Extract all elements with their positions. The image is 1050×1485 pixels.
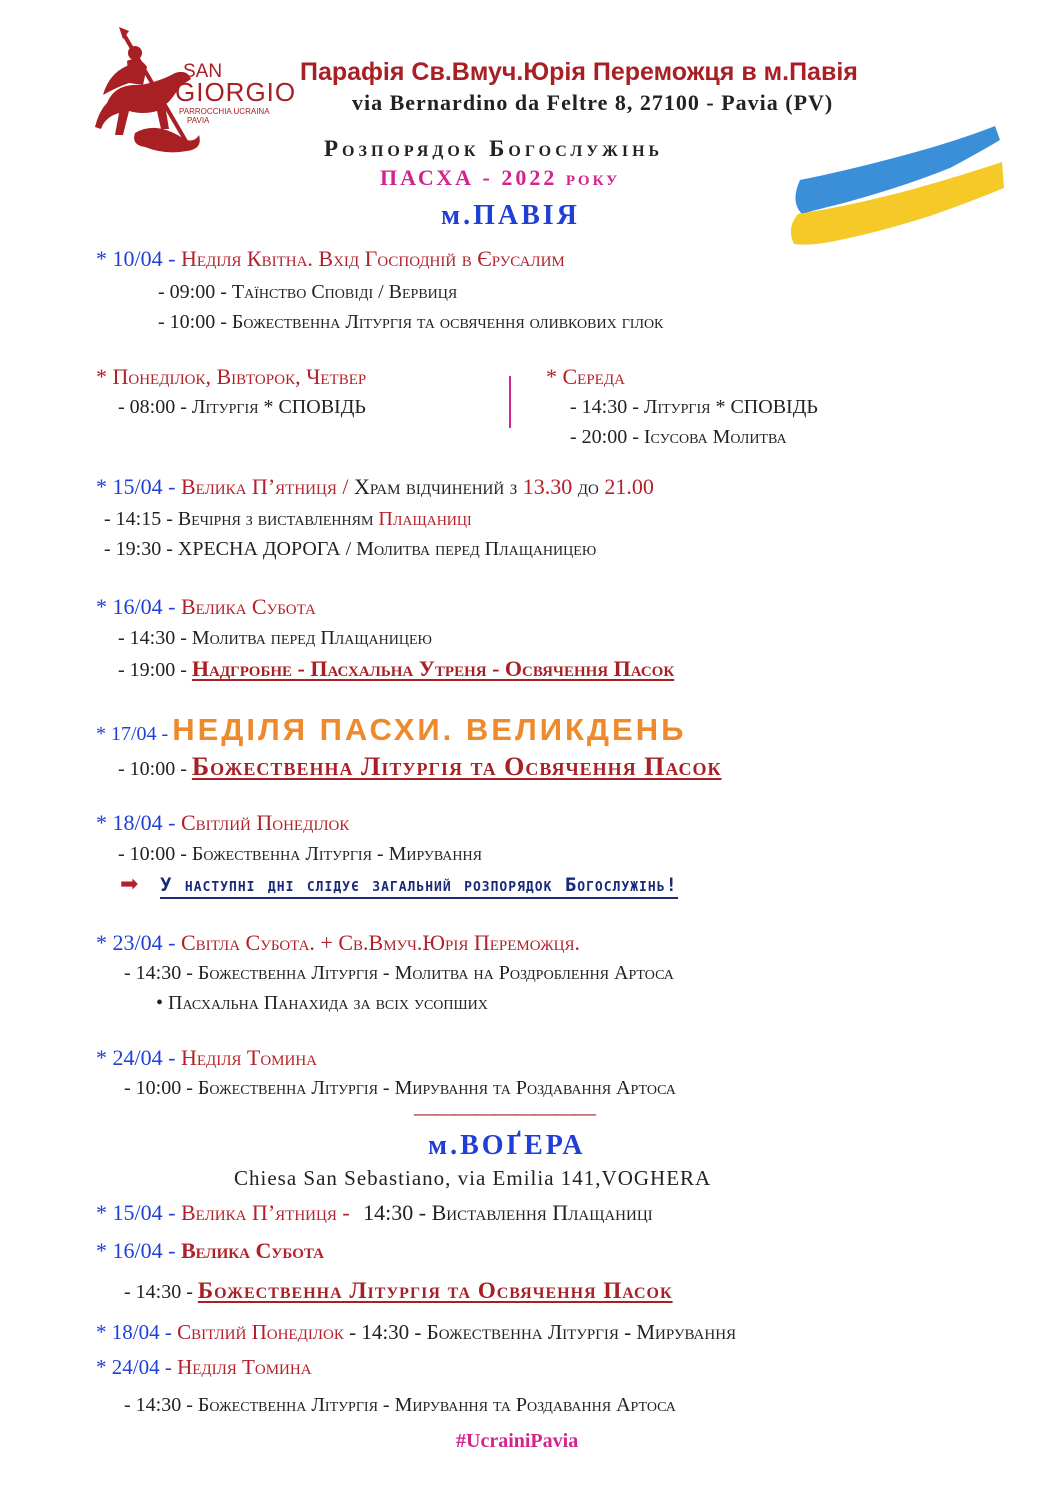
list-item: - 14:30 - Молитва перед Плащаницею — [118, 627, 432, 649]
voghera-address: Chiesa San Sebastiano, via Emilia 141,VOGHERA — [234, 1166, 712, 1190]
list-item: - 08:00 - Літургія * СПОВІДЬ — [118, 396, 366, 418]
list-item: • Пасхальна Панахида за всіх усопших — [156, 992, 488, 1014]
list-item: - 10:00 - Божественна Літургія та освячення оливкових гілок — [158, 311, 664, 333]
easter-title: ПАСХА - 2022 року — [380, 165, 621, 190]
weekdays-title: * Понеділок, Вівторок, Четвер — [96, 364, 367, 389]
voghera-thomas-sunday: * 24/04 - Неділя Томина — [96, 1355, 312, 1379]
section-easter-sunday: * 17/04 - НЕДІЛЯ ПАСХИ. ВЕЛИКДЕНЬ — [96, 712, 687, 747]
section-bright-monday: * 18/04 - Світлий Понеділок — [96, 810, 350, 835]
section-holy-saturday: * 16/04 - Велика Субота — [96, 594, 316, 619]
logo-word-giorgio: GIORGIO — [175, 77, 297, 107]
list-item: - 14:30 - Божественна Літургія та Освячення Пасок — [124, 1278, 673, 1303]
list-item: - 14:30 - Божественна Літургія - Молитва на Роздроблення Артоса — [124, 962, 674, 984]
voghera-holy-saturday: * 16/04 - Велика Субота — [96, 1238, 324, 1263]
section-divider: ————————— — [414, 1100, 594, 1125]
logo-word-san: SAN — [183, 61, 223, 82]
general-schedule-notice: У наступні дні слідує загальний розпорядок Богослужінь! — [160, 874, 678, 899]
date-label: * 10/04 - — [96, 246, 176, 271]
column-divider — [509, 376, 511, 428]
ukraine-flag-icon — [780, 118, 1010, 258]
parish-title: Парафія Св.Вмуч.Юрія Переможця в м.Павія — [300, 58, 858, 86]
list-item: - 10:00 - Божественна Літургія - Мирування та Роздавання Артоса — [124, 1077, 676, 1099]
list-item: - 10:00 - Божественна Літургія - Мирування — [118, 843, 482, 865]
section-bright-saturday: * 23/04 - Світла Субота. + Св.Вмуч.Юрія Переможця. — [96, 930, 580, 955]
arrow-icon: ➡ — [120, 872, 139, 897]
list-item: - 20:00 - Ісусова Молитва — [570, 426, 787, 448]
wednesday-title: * Середа — [546, 364, 625, 389]
city-pavia-heading: м.ПАВІЯ — [441, 200, 580, 231]
list-item: - 19:00 - Надгробне - Пасхальна Утреня - Освячення Пасок — [118, 656, 675, 681]
section-palm-sunday — [96, 246, 565, 272]
list-item: - 19:30 - ХРЕСНА ДОРОГА / Молитва перед Плащаницею — [104, 538, 597, 560]
section-thomas-sunday: * 24/04 - Неділя Томина — [96, 1045, 318, 1070]
city-voghera-heading: м.ВОҐЕРА — [428, 1130, 586, 1161]
logo-subtitle: PARROCCHIA UCRAINA — [179, 107, 270, 116]
list-item: - 10:00 - Божественна Літургія та Освячення Пасок — [118, 752, 722, 781]
voghera-good-friday: * 15/04 - Велика П’ятниця - 14:30 - Виставлення Плащаниці — [96, 1200, 653, 1225]
list-item: - 14:15 - Вечірня з виставленням Плащаниці — [104, 508, 472, 530]
list-item: - 09:00 - Таїнство Сповіді / Вервиця — [158, 281, 458, 303]
list-item: - 14:30 - Божественна Літургія - Мирування та Роздавання Артоса — [124, 1394, 676, 1416]
parish-address: via Bernardino da Feltre 8, 27100 - Pavia (PV) — [352, 90, 834, 115]
logo-subtitle-city: PAVIA — [187, 116, 210, 125]
hashtag: #UcrainiPavia — [456, 1430, 579, 1452]
logo — [95, 25, 297, 155]
schedule-title: Розпорядок Богослужінь — [324, 136, 664, 161]
event-title: Неділя Квітна. Вхід Господній в Єрусалим — [180, 246, 565, 271]
voghera-bright-monday: * 18/04 - Світлий Понеділок - 14:30 - Божественна Літургія - Мирування — [96, 1320, 737, 1344]
section-good-friday: * 15/04 - Велика П’ятниця / Храм відчинений з 13.30 до 21.00 — [96, 474, 654, 499]
list-item: - 14:30 - Літургія * СПОВІДЬ — [570, 396, 818, 418]
